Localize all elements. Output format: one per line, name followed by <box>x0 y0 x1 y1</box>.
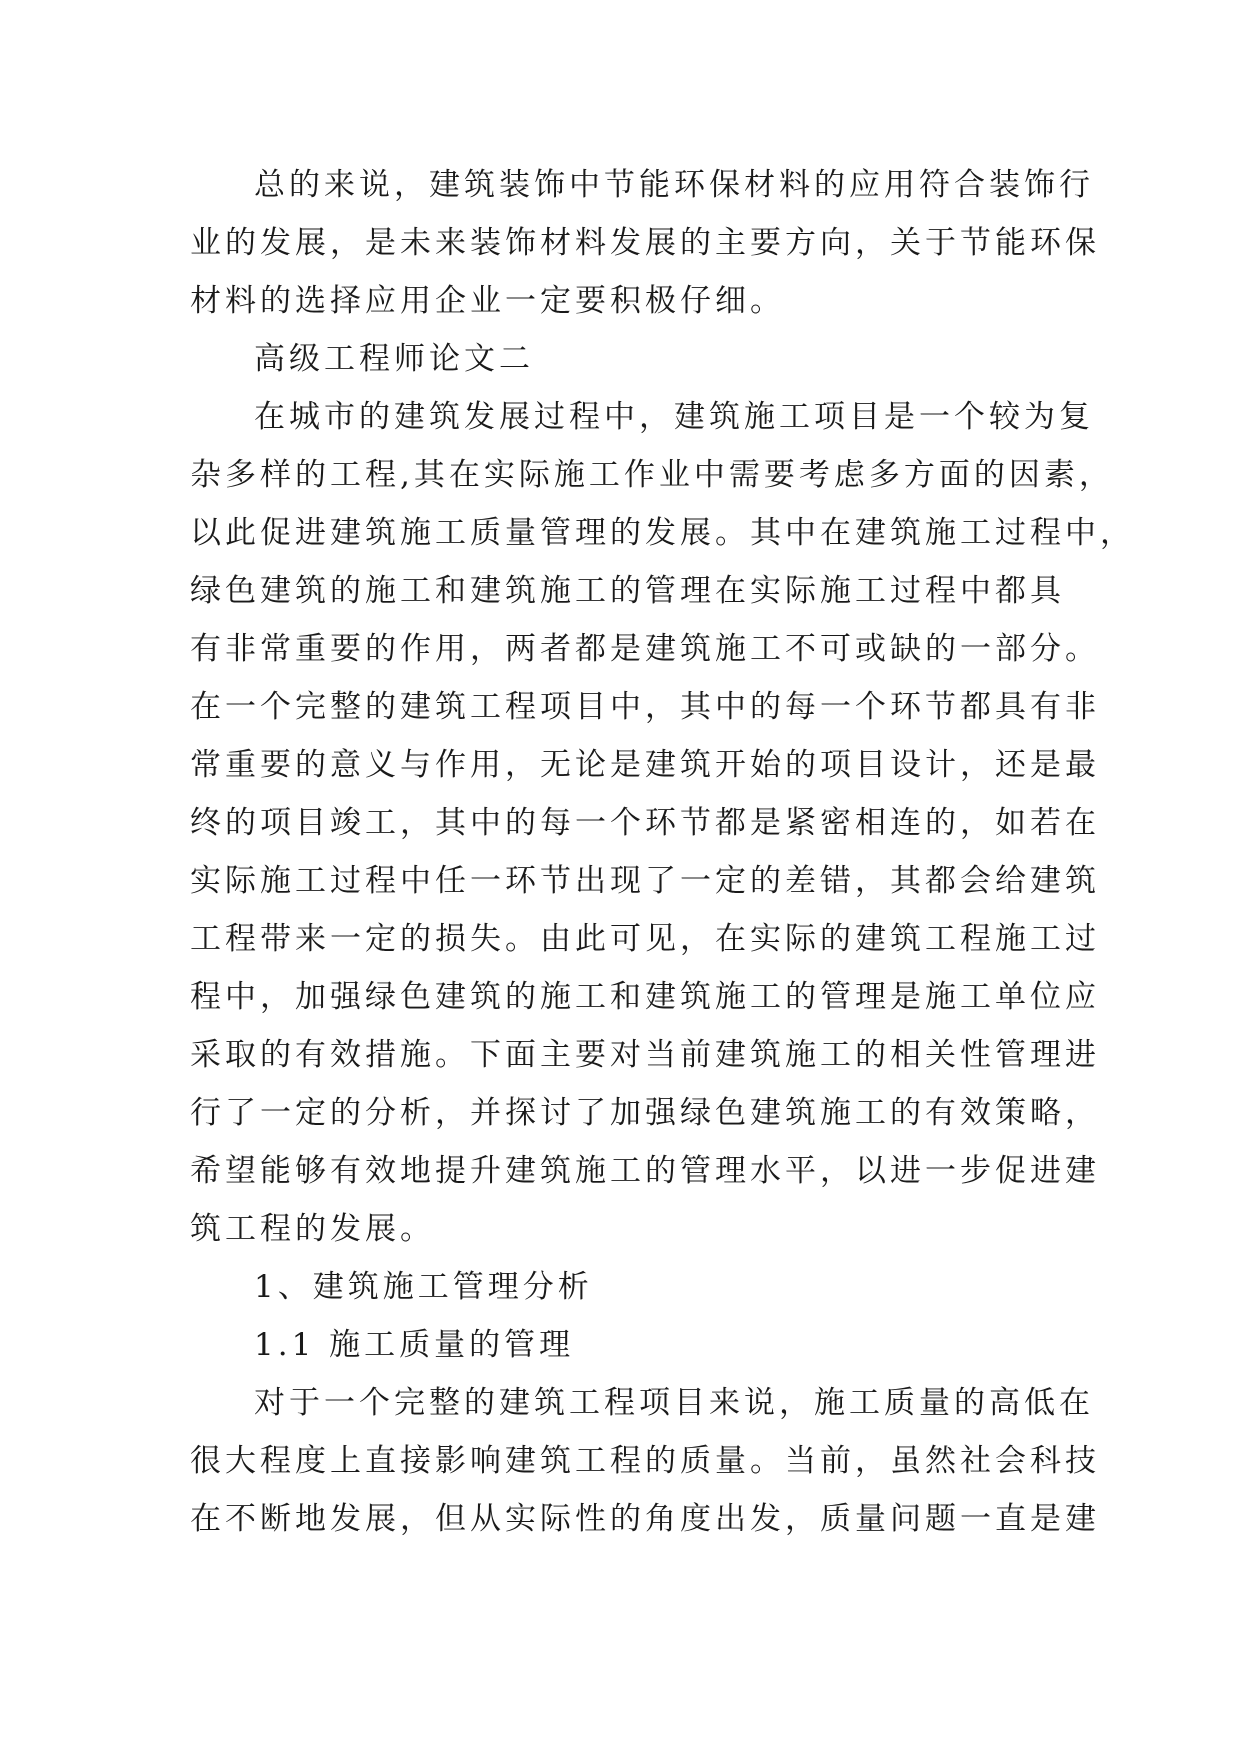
paragraph-line: 在一个完整的建筑工程项目中，其中的每一个环节都具有非 <box>190 689 1100 725</box>
section-heading-text: 1、建筑施工管理分析 <box>254 1269 593 1305</box>
paragraph-line: 很大程度上直接影响建筑工程的质量。当前，虽然社会科技 <box>190 1443 1100 1479</box>
paragraph-line: 程中，加强绿色建筑的施工和建筑施工的管理是施工单位应 <box>190 979 1100 1015</box>
paragraph-line: 对于一个完整的建筑工程项目来说，施工质量的高低在 <box>254 1385 1094 1421</box>
section-title <box>190 330 1060 388</box>
paragraph-quality <box>190 1374 1100 1548</box>
paragraph-intro <box>190 388 1135 1258</box>
paragraph-line: 总的来说，建筑装饰中节能环保材料的应用符合装饰行 <box>254 167 1094 203</box>
paragraph-line: 筑工程的发展。 <box>190 1211 435 1247</box>
paragraph-line: 采取的有效措施。下面主要对当前建筑施工的相关性管理进 <box>190 1037 1100 1073</box>
subsection-heading-1-1 <box>190 1316 1060 1374</box>
paragraph-line: 材料的选择应用企业一定要积极仔细。 <box>190 283 785 319</box>
paragraph-line: 希望能够有效地提升建筑施工的管理水平，以进一步促进建 <box>190 1153 1100 1189</box>
subsection-heading-text: 1.1 施工质量的管理 <box>254 1327 575 1363</box>
paragraph-line: 绿色建筑的施工和建筑施工的管理在实际施工过程中都具 <box>190 573 1065 609</box>
section-heading-1 <box>190 1258 1060 1316</box>
paragraph-summary <box>190 156 1100 330</box>
paragraph-line: 在不断地发展，但从实际性的角度出发，质量问题一直是建 <box>190 1501 1100 1537</box>
document-body <box>190 156 1135 1548</box>
paragraph-line: 杂多样的工程,其在实际施工作业中需要考虑多方面的因素， <box>190 457 1114 493</box>
paragraph-line: 实际施工过程中任一环节出现了一定的差错，其都会给建筑 <box>190 863 1100 899</box>
paragraph-line: 以此促进建筑施工质量管理的发展。其中在建筑施工过程中， <box>190 515 1135 551</box>
paragraph-line: 终的项目竣工，其中的每一个环节都是紧密相连的，如若在 <box>190 805 1100 841</box>
paragraph-line: 在城市的建筑发展过程中，建筑施工项目是一个较为复 <box>254 399 1094 435</box>
section-title-text: 高级工程师论文二 <box>254 341 534 377</box>
paragraph-line: 业的发展，是未来装饰材料发展的主要方向，关于节能环保 <box>190 225 1100 261</box>
paragraph-line: 常重要的意义与作用，无论是建筑开始的项目设计，还是最 <box>190 747 1100 783</box>
paragraph-line: 有非常重要的作用，两者都是建筑施工不可或缺的一部分。 <box>190 631 1100 667</box>
paragraph-line: 工程带来一定的损失。由此可见，在实际的建筑工程施工过 <box>190 921 1100 957</box>
paragraph-line: 行了一定的分析，并探讨了加强绿色建筑施工的有效策略， <box>190 1095 1100 1131</box>
